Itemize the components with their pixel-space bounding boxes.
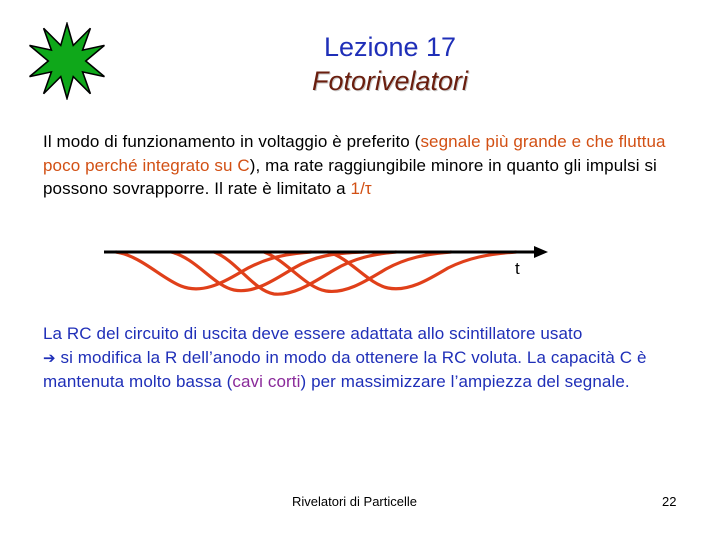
lesson-topic: Fotorivelatori bbox=[311, 66, 469, 96]
paragraph-text: ), ma rate raggiungibile minore in quanto gli impulsi si possono sovrapporre. Il rate è limitato a bbox=[43, 155, 657, 198]
pulse-curve bbox=[214, 252, 396, 294]
starburst-icon bbox=[28, 22, 106, 100]
footer-page-number: 22 bbox=[662, 494, 677, 509]
rate-limit: 1/τ bbox=[350, 179, 372, 198]
highlight-signal: segnale più grande e che fluttua poco perché integrato su C bbox=[43, 132, 666, 175]
time-axis-label: t bbox=[515, 259, 520, 278]
arrow-right-icon: ➔ bbox=[43, 349, 56, 367]
slide-title bbox=[240, 30, 540, 98]
pulse-overlap-diagram bbox=[96, 236, 556, 306]
pulse-curve bbox=[116, 252, 311, 289]
pulse-curve bbox=[171, 252, 364, 291]
time-axis-arrowhead bbox=[534, 246, 548, 258]
paragraph-text: si modifica la R dell’anodo in modo da ottenere la RC voluta. La capacità C è mantenuta molto bassa ( bbox=[43, 347, 647, 391]
lesson-number: Lezione 17 bbox=[323, 32, 457, 62]
paragraph-text: La RC del circuito di uscita deve essere adattata allo scintillatore usato bbox=[43, 324, 583, 343]
highlight-short-cables: cavi corti bbox=[232, 372, 301, 391]
footer-course-title: Rivelatori di Particelle bbox=[292, 494, 417, 509]
paragraph-text: Il modo di funzionamento in voltaggio è preferito ( bbox=[43, 132, 421, 151]
paragraph-rc-matching bbox=[43, 322, 683, 394]
paragraph-text: ) per massimizzare l’ampiezza del segnale. bbox=[300, 372, 630, 391]
paragraph-voltage-mode bbox=[43, 130, 683, 201]
